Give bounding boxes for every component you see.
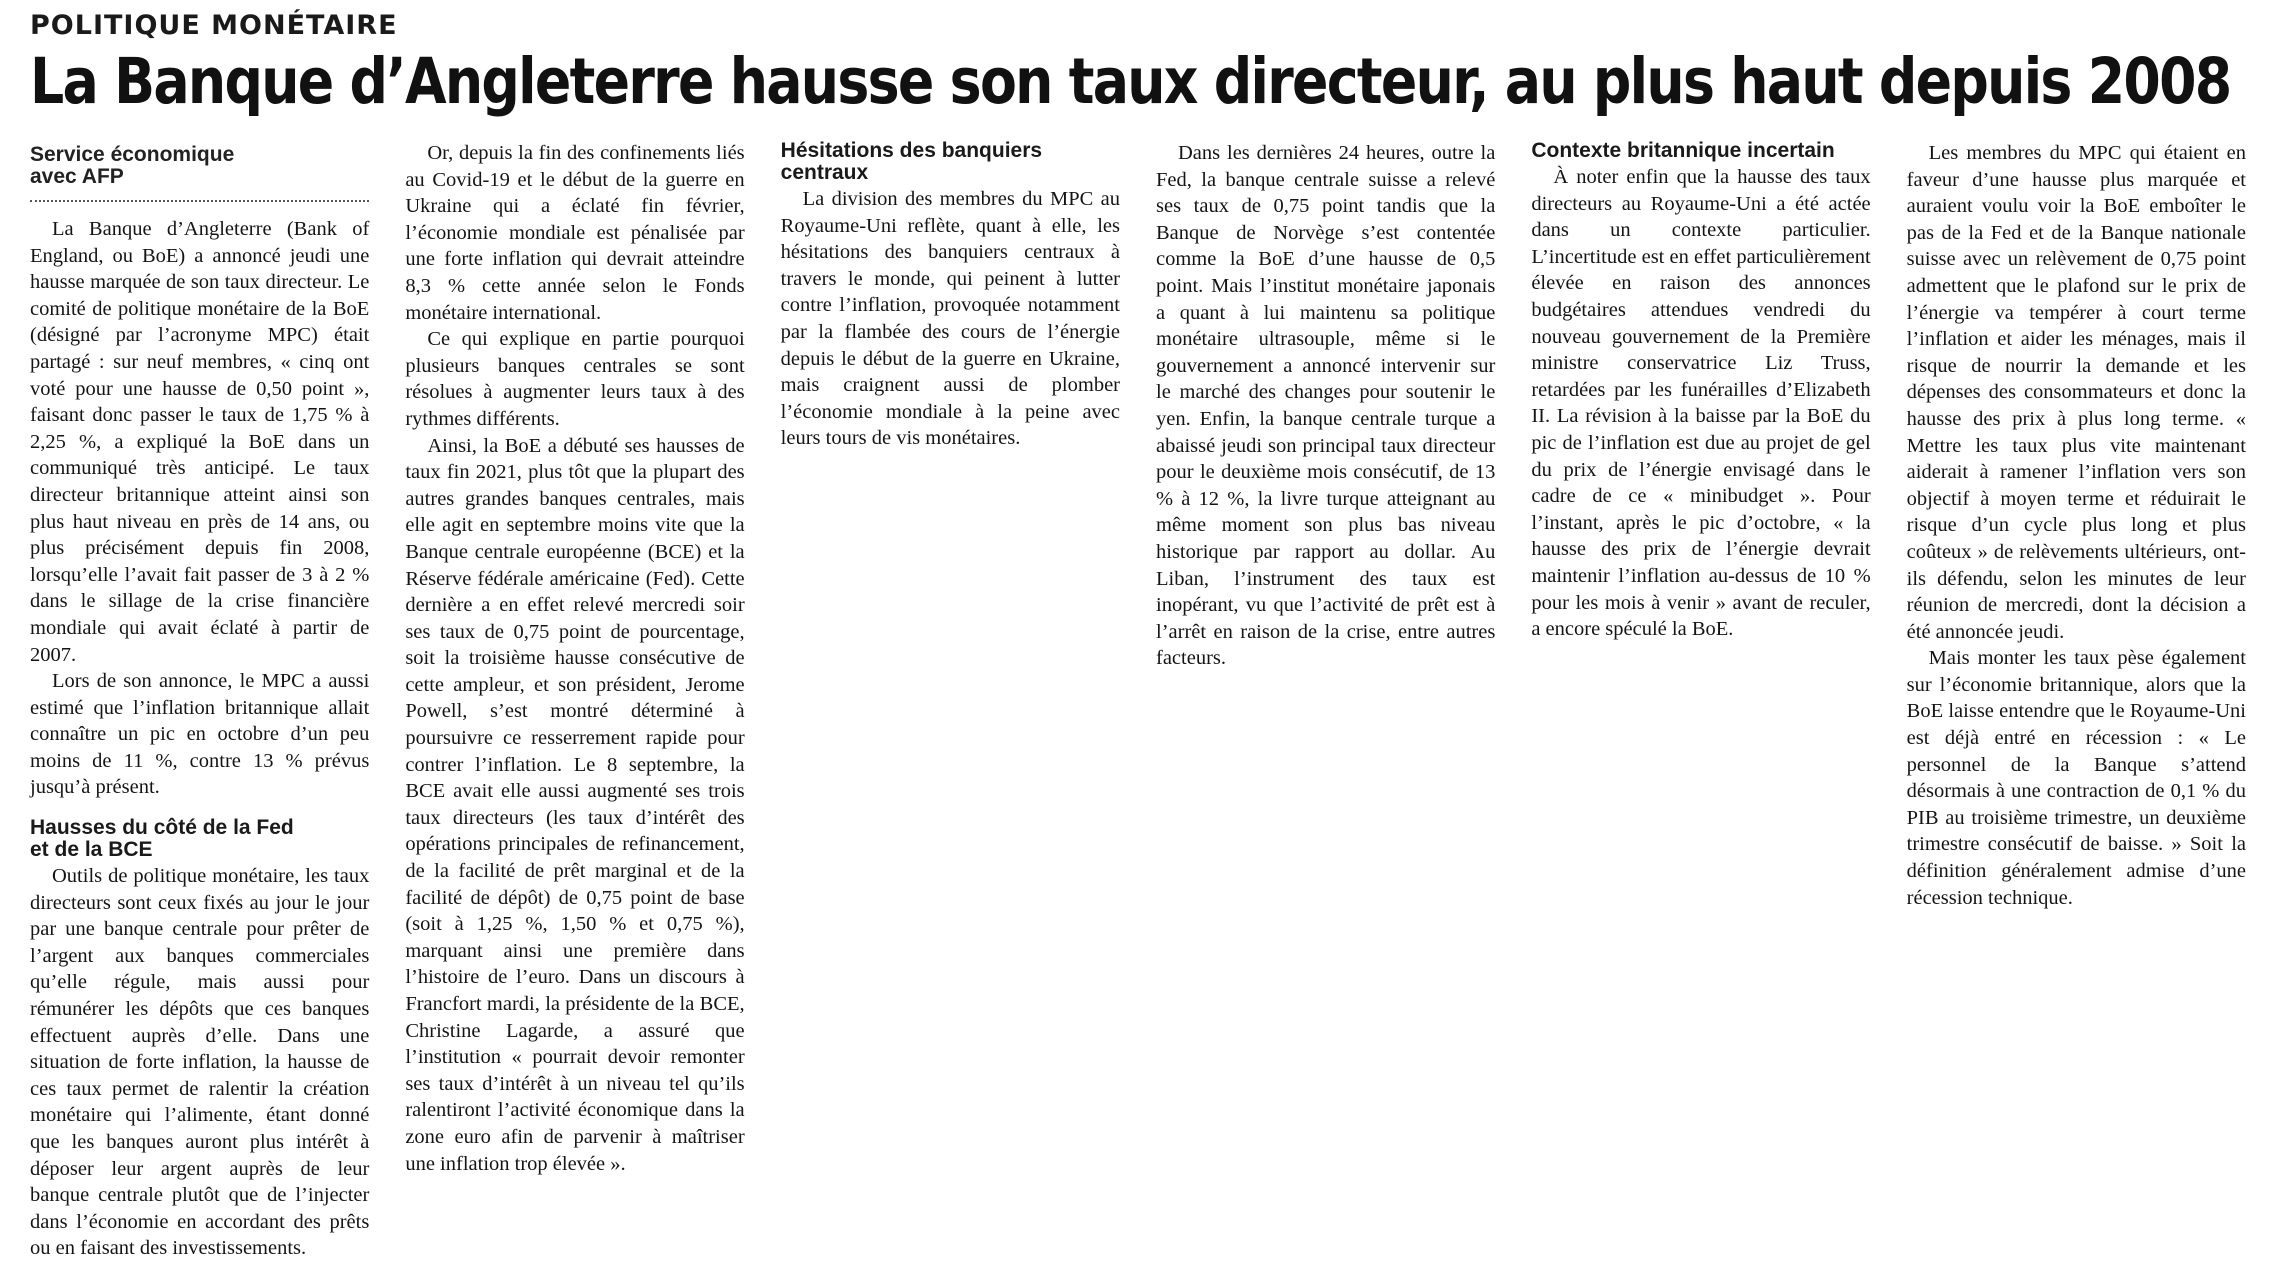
paragraph: Dans les dernières 24 heures, outre la Fed, la banque centrale suisse a relevé ses taux de 0,75 point tandis que la Banque de Norvège s’est contentée comme la BoE d’une hausse de 0,5 point. Mais l’institut monétaire japonais a quant à lui maintenu sa politique monétaire ultrasouple, même si le gouvernement a annoncé intervenir sur le marché des changes pour soutenir le yen. Enfin, la banque centrale turque a abaissé jeudi son principal taux directeur pour le deuxième mois consécutif, de 13 % à 12 %, la livre turque atteignant au même moment son plus bas niveau historique par rapport au dollar. Au Liban, l’instrument des taux est inopérant, vu que l’activité de prêt est à l’arrêt en raison de la crise, entre autres facteurs. <box>1156 142 1496 670</box>
paragraph: La division des membres du MPC au Royaume-Uni reflète, quant à elle, les hésitations des banquiers centraux à travers le monde, qui peinent à lutter contre l’inflation, provoquée notamment par la flambée des cours de l’énergie depuis le début de la guerre en Ukraine, mais craignent aussi de plomber l’économie mondiale à la peine avec leurs tours de vis monétaires. <box>780 188 1120 450</box>
paragraph: Lors de son annonce, le MPC a aussi estimé que l’inflation britannique allait connaître un pic en octobre d’un peu moins de 11 %, contre 13 % prévus jusqu’à présent. <box>30 670 370 799</box>
paragraph: Outils de politique monétaire, les taux directeurs sont ceux fixés au jour le jour par une banque centrale pour prêter de l’argent aux banques commerciales qu’elle régule, mais aussi pour rémunérer les dépôts que ces banques effectuent auprès d’elle. Dans une situation de forte inflation, la hausse de ces taux permet de ralentir la création monétaire qui l’alimente, étant donné que les banques auront plus intérêt à déposer leur argent auprès de leur banque centrale plutôt que de l’injecter dans l’économie en accordant des prêts ou en faisant des investissements. <box>30 865 370 1260</box>
subheading-line: Hausses du côté de la Fed <box>30 816 294 840</box>
subheading-fed-bce <box>30 817 369 861</box>
section-rubric: POLITIQUE MONÉTAIRE <box>30 10 398 41</box>
column-2 <box>405 140 744 1262</box>
paragraph: Ainsi, la BoE a débuté ses hausses de taux fin 2021, plus tôt que la plupart des autres grandes banques centrales, mais elle agit en septembre moins vite que la Banque centrale européenne (BCE) et la Réserve fédérale américaine (Fed). Cette dernière a en effet relevé mercredi soir ses taux de 0,75 point de pourcentage, soit la troisième hausse consécutive de cette ampleur, et son président, Jerome Powell, s’est montré déterminé à poursuivre ce resserrement rapide pour contrer l’inflation. Le 8 septembre, la BCE avait elle aussi augmenté ses trois taux directeurs (les taux d’intérêt des opérations principales de refinancement, de la facilité de prêt marginal et de la facilité de dépôt) de 0,75 point de base (soit à 1,25 %, 1,50 % et 0,75 %), marquant ainsi une première dans l’histoire de l’euro. Dans un discours à Francfort mardi, la présidente de la BCE, Christine Lagarde, a assuré que l’institution « pourrait devoir remonter ses taux d’intérêt à un niveau tel qu’ils ralentiront l’activité économique dans la zone euro afin de parvenir à maîtriser une inflation trop élevée ». <box>405 434 745 1175</box>
byline-separator <box>30 200 369 202</box>
subheading-contexte: Contexte britannique incertain <box>1531 139 1835 162</box>
paragraph: Ce qui explique en partie pourquoi plusieurs banques centrales se sont résolues à augmenter leurs taux à des rythmes différents. <box>405 328 745 430</box>
byline-line-1: Service économique <box>30 143 235 166</box>
paragraph: À noter enfin que la hausse des taux directeurs au Royaume-Uni a été actée dans un contexte particulier. L’incertitude est en effet particulièrement élevée en raison des annonces budgétaires attendues vendredi du nouveau gouvernement de la Première ministre conservatrice Liz Truss, retardées par les funérailles d’Elizabeth II. La révision à la baisse par la BoE du pic de l’inflation est due au projet de gel du prix de l’énergie envisagé dans le cadre de ce « minibudget ». Pour l’instant, après le pic d’octobre, « la hausse des prix de l’énergie devrait maintenir l’inflation au-dessus de 10 % pour les mois à venir » avant de reculer, a encore spéculé la BoE. <box>1531 166 1871 641</box>
column-1 <box>30 140 369 1262</box>
subheading-line: Hésitations des banquiers <box>780 139 1043 162</box>
article-headline: La Banque d’Angleterre hausse son taux directeur, au plus haut depuis 2008 <box>30 45 2231 118</box>
column-6 <box>1907 140 2246 1262</box>
column-3 <box>781 140 1120 1262</box>
column-4 <box>1156 140 1495 1262</box>
paragraph: Les membres du MPC qui étaient en faveur d’une hausse plus marquée et auraient voulu voir la BoE emboîter le pas de la Fed et de la Banque nationale suisse avec un relèvement de 0,75 point admettent que le plafond sur le prix de l’énergie va tempérer à court terme l’inflation et aider les ménages, mais il risque de nourrir la demande et les dépenses des consommateurs et donc la hausse des prix à plus long terme. « Mettre les taux plus vite maintenant aiderait à ramener l’inflation vers son objectif à moyen terme et réduirait le risque d’un cycle plus long et plus coûteux » de relèvements ultérieurs, ont-ils défendu, selon les minutes de leur réunion de mercredi, dont la décision a été annoncée jeudi. <box>1906 142 2246 643</box>
paragraph: La Banque d’Angleterre (Bank of England, ou BoE) a annoncé jeudi une hausse marquée de son taux directeur. Le comité de politique monétaire de la BoE (désigné par l’acronyme MPC) était partagé : sur neuf membres, « cinq ont voté pour une hausse de 0,50 point », faisant donc passer le taux de 1,75 % à 2,25 %, a expliqué la BoE dans un communiqué très anticipé. Le taux directeur britannique atteint ainsi son plus haut niveau en près de 14 ans, ou plus précisément depuis fin 2008, lorsqu’elle l’avait fait passer de 3 à 2 % dans le sillage de la crise financière mondiale qui avait éclaté à partir de 2007. <box>30 218 370 666</box>
article-body <box>30 139 2246 1260</box>
paragraph: Mais monter les taux pèse également sur l’économie britannique, alors que la BoE laisse entendre que le Royaume-Uni est déjà entré en récession : « Le personnel de la Banque s’attend désormais à une contraction de 0,1 % du PIB au troisième trimestre, un deuxième trimestre consécutif de baisse. » Soit la définition généralement admise d’une récession technique. <box>1906 647 2246 909</box>
paragraph: Or, depuis la fin des confinements liés au Covid-19 et le début de la guerre en Ukraine qui a éclaté fin février, l’économie mondiale est pénalisée par une forte inflation qui devrait atteindre 8,3 % cette année selon le Fonds monétaire international. <box>405 142 745 324</box>
subheading-line: et de la BCE <box>30 838 153 862</box>
subheading-hesitations <box>781 140 1120 184</box>
byline <box>30 140 369 188</box>
byline-line-2: avec AFP <box>30 165 124 188</box>
column-5 <box>1531 140 1870 1262</box>
subheading-line: centraux <box>780 161 869 184</box>
